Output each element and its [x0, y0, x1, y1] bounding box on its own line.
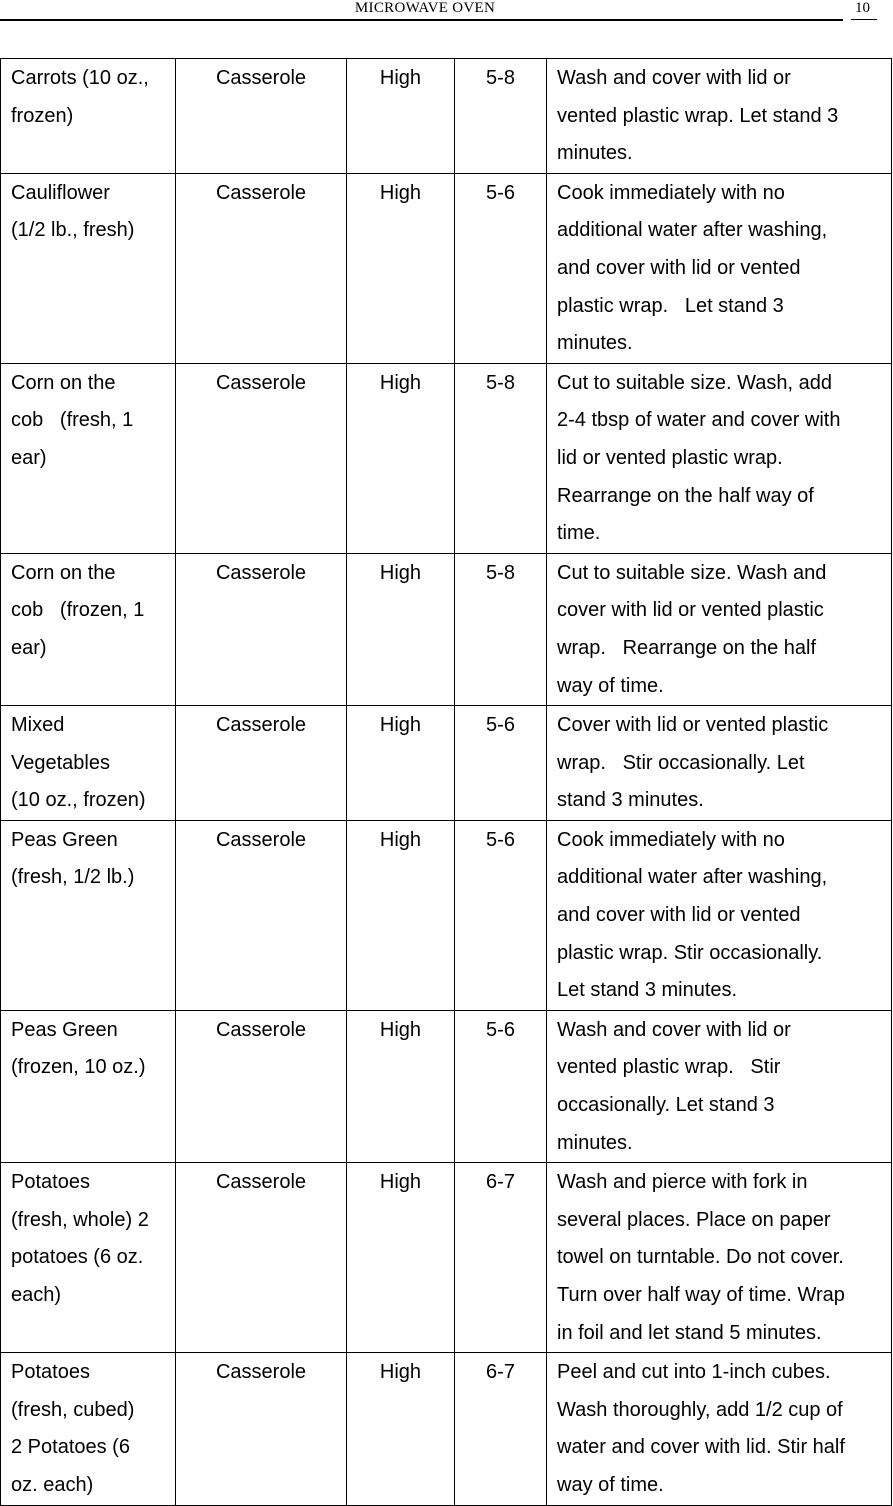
container-cell: Casserole [176, 820, 347, 1010]
instructions-cell: Cover with lid or vented plastic wrap. Stir occasionally. Let stand 3 minutes. [547, 706, 892, 821]
page-number-rule [851, 19, 877, 20]
page-number: 10 [855, 0, 870, 16]
container-cell: Casserole [176, 706, 347, 821]
food-cell: Corn on the cob (frozen, 1 ear) [1, 553, 176, 705]
food-cell: Cauliflower (1/2 lb., fresh) [1, 173, 176, 363]
food-cell: Potatoes (fresh, cubed) 2 Potatoes (6 oz. each) [1, 1353, 176, 1505]
power-cell: High [347, 820, 455, 1010]
power-cell: High [347, 706, 455, 821]
food-cell: Carrots (10 oz., frozen) [1, 59, 176, 174]
power-cell: High [347, 1010, 455, 1162]
time-cell: 6-7 [455, 1353, 547, 1505]
instructions-cell: Cook immediately with no additional water after washing, and cover with lid or vented plastic wrap. Let stand 3 minutes. [547, 173, 892, 363]
instructions-cell: Cut to suitable size. Wash and cover with lid or vented plastic wrap. Rearrange on the half way of time. [547, 553, 892, 705]
time-cell: 5-6 [455, 820, 547, 1010]
container-cell: Casserole [176, 1353, 347, 1505]
table-row [1, 1163, 892, 1353]
food-cell: Potatoes (fresh, whole) 2 potatoes (6 oz. each) [1, 1163, 176, 1353]
instructions-cell: Wash and cover with lid or vented plastic wrap. Let stand 3 minutes. [547, 59, 892, 174]
header-rule [0, 19, 843, 21]
table-body [1, 59, 892, 1506]
container-cell: Casserole [176, 1010, 347, 1162]
instructions-cell: Wash and pierce with fork in several places. Place on paper towel on turntable. Do not cover. Turn over half way of time. Wrap in foil and let stand 5 minutes. [547, 1163, 892, 1353]
instructions-cell: Wash and cover with lid or vented plastic wrap. Stir occasionally. Let stand 3 minutes. [547, 1010, 892, 1162]
table-row [1, 363, 892, 553]
time-cell: 5-6 [455, 173, 547, 363]
power-cell: High [347, 1163, 455, 1353]
table-row [1, 706, 892, 821]
food-cell: Peas Green (frozen, 10 oz.) [1, 1010, 176, 1162]
instructions-cell: Peel and cut into 1-inch cubes. Wash thoroughly, add 1/2 cup of water and cover with lid. Stir half way of time. [547, 1353, 892, 1505]
cooking-guide-table [0, 58, 892, 1506]
container-cell: Casserole [176, 1163, 347, 1353]
table-row [1, 820, 892, 1010]
food-cell: Mixed Vegetables (10 oz., frozen) [1, 706, 176, 821]
container-cell: Casserole [176, 173, 347, 363]
time-cell: 5-8 [455, 553, 547, 705]
power-cell: High [347, 363, 455, 553]
table-row [1, 173, 892, 363]
power-cell: High [347, 553, 455, 705]
container-cell: Casserole [176, 553, 347, 705]
instructions-cell: Cook immediately with no additional water after washing, and cover with lid or vented plastic wrap. Stir occasionally. Let stand 3 minutes. [547, 820, 892, 1010]
table-row [1, 1010, 892, 1162]
time-cell: 5-6 [455, 1010, 547, 1162]
table-row [1, 1353, 892, 1505]
food-cell: Peas Green (fresh, 1/2 lb.) [1, 820, 176, 1010]
container-cell: Casserole [176, 363, 347, 553]
table-row [1, 553, 892, 705]
time-cell: 5-6 [455, 706, 547, 821]
page-header [0, 0, 893, 22]
time-cell: 5-8 [455, 363, 547, 553]
instructions-cell: Cut to suitable size. Wash, add 2-4 tbsp of water and cover with lid or vented plastic wrap. Rearrange on the half way of time. [547, 363, 892, 553]
container-cell: Casserole [176, 59, 347, 174]
header-title: MICROWAVE OVEN [354, 0, 496, 16]
time-cell: 5-8 [455, 59, 547, 174]
food-cell: Corn on the cob (fresh, 1 ear) [1, 363, 176, 553]
power-cell: High [347, 173, 455, 363]
power-cell: High [347, 1353, 455, 1505]
table-row [1, 59, 892, 174]
time-cell: 6-7 [455, 1163, 547, 1353]
power-cell: High [347, 59, 455, 174]
